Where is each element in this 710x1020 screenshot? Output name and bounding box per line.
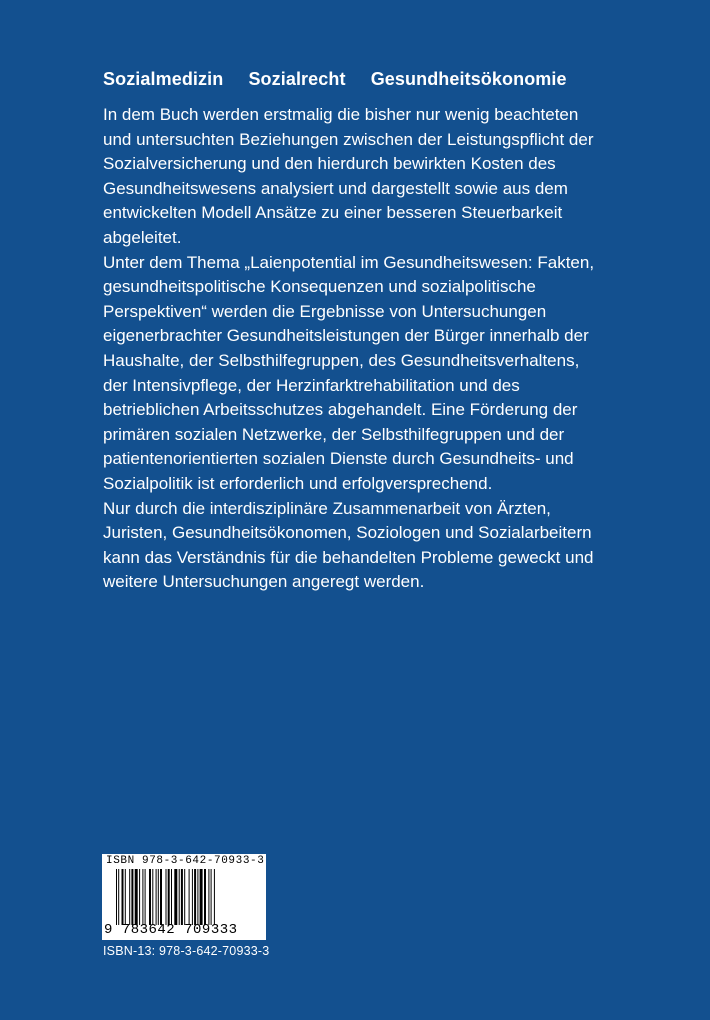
barcode-bars xyxy=(116,869,252,925)
barcode-bar xyxy=(152,869,153,925)
barcode-bar xyxy=(200,869,203,925)
description-line: primären sozialen Netzwerke, der Selbsthilfegruppen und der xyxy=(103,424,565,444)
barcode-bar xyxy=(174,869,177,925)
description-line: entwickelten Modell Ansätze zu einer besseren Steuerbarkeit xyxy=(103,203,563,223)
barcode-bar xyxy=(181,869,183,925)
description-line: Sozialpolitik ist erforderlich und erfolgversprechend. xyxy=(103,473,493,493)
barcode-bar xyxy=(179,869,180,925)
description-line: kann das Verständnis für die behandelten Probleme geweckt und xyxy=(103,547,594,567)
barcode-bar xyxy=(168,869,170,925)
barcode-bar xyxy=(160,869,162,925)
barcode-bar xyxy=(204,869,206,925)
description-line: eigenerbrachter Gesundheitsleistungen der Bürger innerhalb der xyxy=(103,326,589,346)
isbn13-text: ISBN-13: 978-3-642-70933-3 xyxy=(103,944,270,958)
description-line: Haushalte, der Selbsthilfegruppen, des Gesundheitsverhaltens, xyxy=(103,350,580,370)
description-line: betrieblichen Arbeitsschutzes abgehandelt. Eine Förderung der xyxy=(103,400,578,420)
barcode-bar xyxy=(135,869,138,925)
barcode-bar xyxy=(214,869,215,925)
description-line: Nur durch die interdisziplinäre Zusammenarbeit von Ärzten, xyxy=(103,498,551,518)
description-line: Juristen, Gesundheitsökonomen, Soziologen und Sozialarbeitern xyxy=(103,523,592,543)
description-line: abgeleitet. xyxy=(103,227,182,247)
barcode-bar xyxy=(125,869,126,925)
barcode-bar xyxy=(145,869,146,925)
barcode-bar xyxy=(158,869,159,925)
barcode-bar xyxy=(131,869,133,925)
book-description xyxy=(103,103,603,595)
category-sozialmedizin: Sozialmedizin xyxy=(103,69,224,89)
barcode-bar xyxy=(194,869,196,925)
description-line: Unter dem Thema „Laienpotential im Gesundheitswesen: Fakten, xyxy=(103,252,595,272)
description-line: patientenorientierten sozialen Dienste durch Gesundheits- und xyxy=(103,449,574,469)
barcode-bar xyxy=(211,869,212,925)
description-line: Gesundheitswesens analysiert und dargestellt sowie aus dem xyxy=(103,178,568,198)
category-gesundheitsoekonomie: Gesundheitsökonomie xyxy=(370,69,567,89)
barcode-digits: 9 783642 709333 xyxy=(104,922,238,938)
description-line: weitere Untersuchungen angeregt werden. xyxy=(103,572,425,592)
description-line: und untersuchten Beziehungen zwischen der Leistungspflicht der xyxy=(103,129,594,149)
barcode-bar xyxy=(149,869,151,925)
isbn-top-text: ISBN 978-3-642-70933-3 xyxy=(106,855,265,867)
description-line: der Intensivpflege, der Herzinfarktrehabilitation und des xyxy=(103,375,520,395)
barcode-bar xyxy=(116,869,117,925)
barcode-bar xyxy=(166,869,167,925)
barcode-bar xyxy=(184,869,185,925)
subject-categories xyxy=(103,69,587,90)
barcode-bar xyxy=(156,869,157,925)
barcode-label xyxy=(102,854,266,940)
barcode-bar xyxy=(208,869,209,925)
barcode-bar xyxy=(171,869,172,925)
barcode-bar xyxy=(139,869,140,925)
barcode-bar xyxy=(192,869,193,925)
description-line: In dem Buch werden erstmalig die bisher nur wenig beachteten xyxy=(103,105,579,124)
category-sozialrecht: Sozialrecht xyxy=(248,69,346,89)
description-line: Sozialversicherung und den hierdurch bewirkten Kosten des xyxy=(103,154,556,174)
description-line: gesundheitspolitische Konsequenzen und sozialpolitische xyxy=(103,277,536,297)
barcode-bar xyxy=(189,869,190,925)
barcode-bar xyxy=(129,869,130,925)
barcode-bar xyxy=(197,869,198,925)
barcode-bar xyxy=(122,869,124,925)
barcode-bar xyxy=(142,869,143,925)
barcode-bar xyxy=(118,869,119,925)
description-line: Perspektiven“ werden die Ergebnisse von Untersuchungen xyxy=(103,301,547,321)
